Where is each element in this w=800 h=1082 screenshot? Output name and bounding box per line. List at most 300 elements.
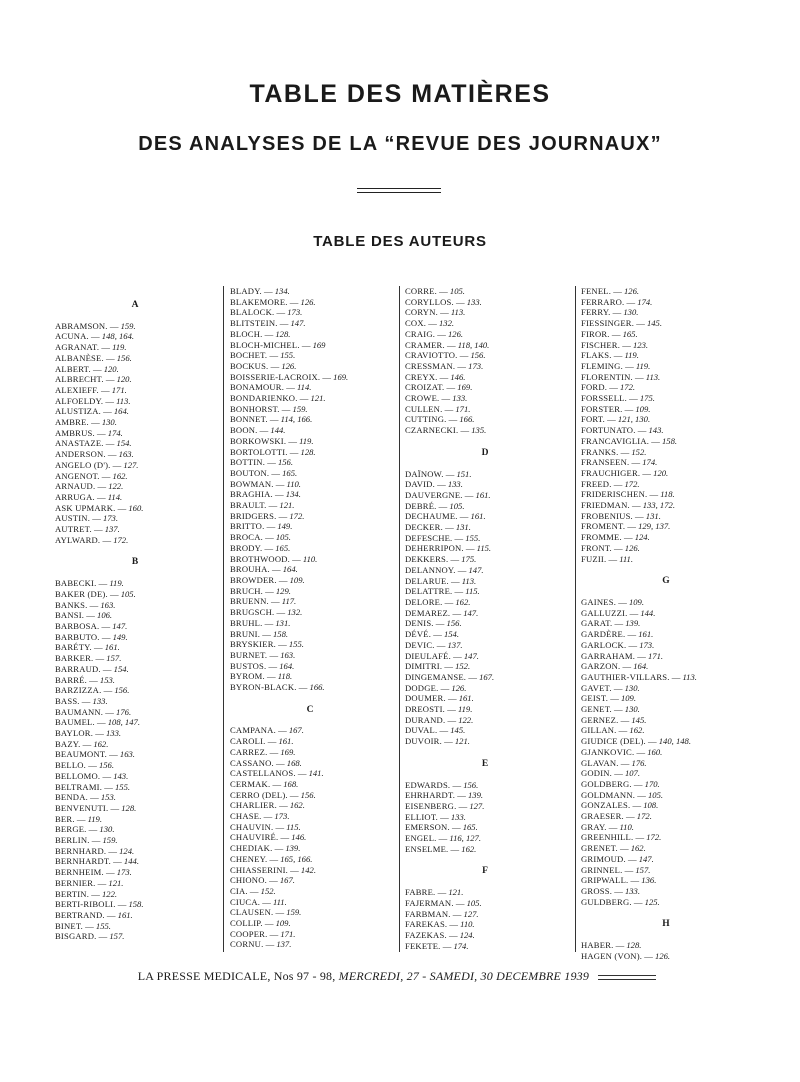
entry-dash: — (635, 650, 648, 661)
footer-rule (598, 975, 656, 980)
page-refs: 176. (116, 706, 132, 717)
entry-dash: — (616, 596, 629, 607)
entry-dash: — (96, 578, 110, 589)
author-entry (405, 565, 565, 576)
author-name: GARDÈRE. (581, 629, 626, 640)
page-refs: 133. (452, 393, 468, 404)
entry-dash: — (455, 790, 468, 801)
author-entry (581, 875, 751, 886)
author-entry (55, 803, 215, 814)
entry-dash: — (445, 714, 459, 725)
entry-dash: — (611, 682, 625, 693)
page-refs: 124. (634, 532, 650, 543)
author-entry (405, 414, 565, 425)
author-entry (230, 543, 390, 554)
author-name: BELLO. (55, 760, 87, 771)
author-name: BLOCH. (230, 328, 263, 339)
author-entry (55, 578, 215, 589)
entry-dash: — (453, 897, 467, 908)
entry-dash: — (457, 350, 471, 361)
entry-dash: — (607, 382, 620, 393)
author-name: BERGE. (55, 824, 87, 835)
page-refs: 164. (279, 660, 295, 671)
entry-dash: — (115, 502, 129, 513)
author-entry (405, 812, 565, 823)
page-refs: 147. (468, 564, 484, 575)
author-entry (405, 683, 565, 694)
index-letter-heading: B (131, 557, 139, 568)
page-refs: 137. (104, 524, 120, 535)
author-column-1 (55, 286, 215, 942)
author-entry (581, 489, 751, 500)
page-refs: 128. (121, 802, 137, 813)
author-name: FLEMING. (581, 360, 623, 371)
page-refs: 171. (280, 928, 296, 939)
page-refs: 133. (466, 296, 482, 307)
entry-dash: — (274, 307, 288, 318)
author-name: BORTOLOTTI. (230, 446, 288, 457)
page-refs: 158. (661, 435, 678, 446)
author-name: CORYLLOS. (405, 296, 454, 307)
author-name: AUTRET. (55, 524, 92, 535)
author-name: FRANSEEN. (581, 457, 630, 468)
entry-dash: — (629, 500, 643, 511)
entry-dash: — (611, 704, 625, 715)
author-entry (230, 414, 390, 425)
entry-dash: — (262, 918, 276, 929)
author-entry (230, 747, 390, 758)
entry-dash: — (450, 908, 464, 919)
entry-dash: — (100, 534, 114, 545)
author-entry (581, 457, 751, 468)
page-refs: 124. (119, 845, 135, 856)
author-entry (55, 782, 215, 793)
author-name: FROBENIUS. (581, 510, 633, 521)
author-column-2 (230, 286, 390, 950)
author-name: ALUSTIZA. (55, 406, 101, 417)
author-name: DUVAL. (405, 725, 438, 736)
author-name: GARAT. (581, 618, 613, 629)
page-refs: 109. (275, 918, 291, 929)
index-letter-heading: G (662, 576, 670, 587)
author-entry (581, 372, 751, 383)
page-refs: 157. (635, 864, 651, 875)
page-refs: 126. (300, 296, 316, 307)
author-entry (230, 929, 390, 940)
index-letter-heading: D (481, 447, 489, 458)
entry-dash: — (452, 586, 466, 597)
entry-dash: — (441, 736, 455, 747)
entry-dash: — (88, 331, 102, 342)
entry-dash: — (264, 671, 278, 682)
entry-dash: — (442, 661, 456, 672)
author-entry (55, 492, 215, 503)
author-name: DEMAREZ. (405, 607, 451, 618)
page-refs: 154. (116, 438, 132, 449)
author-entry (55, 696, 215, 707)
page-refs: 163. (118, 449, 134, 460)
author-name: FRANCAVIGLIA. (581, 435, 650, 446)
author-entry (405, 522, 565, 533)
author-entry (581, 854, 751, 865)
author-entry (405, 618, 565, 629)
entry-dash: — (260, 628, 273, 639)
page-refs: 131. (455, 522, 471, 533)
author-entry (230, 822, 390, 833)
author-entry (581, 843, 751, 854)
page-refs: 136. (641, 875, 657, 886)
author-entry (405, 329, 565, 340)
page-refs: 119. (624, 350, 639, 361)
entry-dash: — (604, 414, 618, 425)
entry-dash: — (436, 833, 450, 844)
page-refs: 162. (289, 800, 305, 811)
page-refs: 168. (283, 778, 299, 789)
page-refs: 169 (312, 339, 326, 350)
page-refs: 132. (438, 318, 455, 329)
page-refs: 113. (461, 575, 477, 586)
page-refs: 114. (296, 382, 312, 393)
page-refs: 173. (102, 513, 118, 524)
page-refs: 145. (450, 725, 466, 736)
author-name: CROWE. (405, 393, 440, 404)
author-name: GILLAN. (581, 725, 617, 736)
entry-dash: — (435, 328, 448, 339)
entry-dash: — (107, 749, 120, 760)
page-refs: 113. (450, 307, 466, 318)
entry-dash: — (277, 318, 291, 329)
page-refs: 133. (624, 885, 640, 896)
entry-dash: — (434, 639, 448, 650)
author-entry (405, 576, 565, 587)
author-entry (405, 629, 565, 640)
entry-dash: — (89, 888, 102, 899)
page-refs: 161. (104, 642, 120, 653)
author-entry (55, 610, 215, 621)
column-divider (223, 286, 224, 952)
author-entry (55, 717, 215, 728)
entry-dash: — (455, 360, 469, 371)
page-refs: 151. (456, 468, 472, 479)
page-refs: 130. (624, 704, 640, 715)
author-name: BER. (55, 813, 75, 824)
author-name: BRITTO. (230, 521, 265, 532)
author-name: FAJERMAN. (405, 897, 454, 908)
entry-dash: — (99, 620, 113, 631)
author-name: AUSTIN. (55, 513, 91, 524)
entry-dash: — (431, 629, 444, 640)
entry-dash: — (265, 736, 279, 747)
entry-dash: — (632, 371, 646, 382)
entry-dash: — (95, 481, 109, 492)
author-entry (55, 749, 215, 760)
author-entry (230, 661, 390, 672)
author-entry (581, 683, 751, 694)
page-refs: 129. (275, 585, 291, 596)
author-name: DEHERRIPON. (405, 543, 464, 554)
entry-dash: — (275, 725, 289, 736)
page-refs: 121, 130. (617, 414, 651, 425)
author-entry (55, 685, 215, 696)
entry-dash: — (649, 435, 662, 446)
page-refs: 143. (113, 770, 129, 781)
page-refs: 173. (639, 639, 655, 650)
author-entry (405, 297, 565, 308)
page-refs: 110. (619, 821, 634, 832)
page-refs: 110. (302, 553, 318, 564)
author-entry (405, 715, 565, 726)
author-name: FRIDERISCHEN. (581, 489, 648, 500)
page-refs: 145. (646, 318, 662, 329)
page-refs: 114, 166. (280, 414, 313, 425)
author-entry (230, 382, 390, 393)
author-entry (230, 618, 390, 629)
author-name: BLADY. (230, 286, 262, 296)
author-entry (55, 438, 215, 449)
author-entry (55, 449, 215, 460)
author-entry (230, 554, 390, 565)
author-entry (230, 758, 390, 769)
author-name: CERMAK. (230, 778, 271, 789)
entry-dash: — (437, 286, 450, 296)
entry-dash: — (626, 639, 640, 650)
author-name: GARZON. (581, 661, 621, 672)
entry-dash: — (635, 789, 648, 800)
author-name: ARRUGA. (55, 491, 95, 502)
author-entry (230, 865, 390, 876)
author-entry (230, 939, 390, 950)
author-entry (405, 586, 565, 597)
author-entry (230, 682, 390, 693)
author-entry (581, 297, 751, 308)
entry-dash: — (79, 695, 93, 706)
author-name: BOTTIN. (230, 457, 266, 468)
column-divider (399, 286, 400, 952)
entry-dash: — (272, 843, 286, 854)
author-entry (55, 342, 215, 353)
page-refs: 129, 137. (638, 521, 671, 532)
entry-dash: — (86, 760, 99, 771)
author-entry (581, 704, 751, 715)
entry-dash: — (267, 649, 281, 660)
page-refs: 159. (292, 403, 308, 414)
entry-dash: — (95, 877, 109, 888)
author-name: BOISSERIE-LACROIX. (230, 371, 321, 382)
page-refs: 122. (101, 888, 118, 899)
entry-dash: — (611, 286, 624, 296)
page-title: TABLE DES MATIÈRES (249, 80, 551, 108)
entry-dash: — (628, 875, 642, 886)
author-name: ELLIOT. (405, 811, 438, 822)
author-entry (405, 898, 565, 909)
author-entry (55, 867, 215, 878)
entry-dash: — (448, 575, 462, 586)
entry-dash: — (442, 403, 456, 414)
author-entry (581, 329, 751, 340)
author-name: CHEDIAK. (230, 843, 273, 854)
author-entry (230, 811, 390, 822)
entry-dash: — (446, 929, 460, 940)
entry-dash: — (93, 728, 106, 739)
page-refs: 119. (457, 704, 473, 715)
entry-dash: — (625, 853, 639, 864)
author-entry (405, 490, 565, 501)
entry-dash: — (103, 352, 117, 363)
page-refs: 140, 148. (658, 736, 691, 747)
author-entry (405, 393, 565, 404)
entry-dash: — (90, 513, 103, 524)
entry-dash: — (457, 511, 471, 522)
author-name: GROSS. (581, 885, 613, 896)
author-name: CASTELLANOS. (230, 768, 296, 779)
author-entry (581, 886, 751, 897)
author-name: GERNEZ. (581, 714, 619, 725)
page-refs: 164. (282, 564, 298, 575)
page-refs: 160. (128, 502, 144, 513)
entry-dash: — (634, 318, 647, 329)
page-refs: 147. (463, 607, 479, 618)
entry-dash: — (621, 532, 635, 543)
author-name: GRAY. (581, 821, 607, 832)
entry-dash: — (269, 467, 283, 478)
page-refs: 122. (458, 714, 474, 725)
index-letter-heading: H (662, 919, 670, 930)
author-entry (581, 447, 751, 458)
entry-dash: — (107, 320, 121, 331)
page-refs: 163. (100, 599, 116, 610)
entry-dash: — (91, 642, 105, 653)
page-refs: 109. (289, 574, 305, 585)
entry-dash: — (265, 457, 278, 468)
author-name: BRUENN. (230, 596, 269, 607)
page-refs: 172. (646, 832, 662, 843)
author-name: CRAMER. (405, 339, 445, 350)
page-refs: 173. (274, 811, 290, 822)
page-refs: 127. (469, 800, 485, 811)
author-entry (581, 543, 751, 554)
page-refs: 113. (682, 671, 697, 682)
entry-dash: — (261, 286, 275, 296)
page-refs: 113. (645, 371, 661, 382)
author-name: FUZII. (581, 553, 607, 564)
author-name: GOLDBERG. (581, 778, 632, 789)
entry-dash: — (104, 909, 118, 920)
author-name: CHIONO. (230, 875, 267, 886)
page-refs: 161. (458, 693, 474, 704)
author-entry (405, 661, 565, 672)
author-name: CARREZ. (230, 746, 268, 757)
entry-dash: — (444, 339, 458, 350)
column-divider (575, 286, 576, 952)
author-entry (405, 425, 565, 436)
entry-dash: — (103, 706, 117, 717)
page-refs: 119. (109, 578, 124, 589)
author-entry (230, 779, 390, 790)
entry-dash: — (262, 532, 276, 543)
author-name: AYLWARD. (55, 534, 101, 545)
author-entry (405, 533, 565, 544)
page-refs: 118. (277, 671, 293, 682)
author-name: CHIASSERINI. (230, 864, 289, 875)
author-entry (55, 814, 215, 825)
page-refs: 126. (447, 328, 464, 339)
author-name: BANKS. (55, 599, 88, 610)
author-name: DEFESCHE. (405, 532, 453, 543)
author-name: BARRAUD. (55, 663, 101, 674)
author-name: ENSELME. (405, 843, 449, 854)
entry-dash: — (247, 885, 261, 896)
page-refs: 162. (630, 843, 646, 854)
entry-dash: — (438, 682, 452, 693)
page-refs: 119. (112, 342, 127, 353)
entry-dash: — (273, 757, 287, 768)
entry-dash: — (267, 350, 281, 361)
page-refs: 121. (454, 736, 470, 747)
author-name: CIA. (230, 885, 248, 896)
author-entry (55, 471, 215, 482)
author-entry (55, 856, 215, 867)
author-entry (230, 650, 390, 661)
author-entry (405, 780, 565, 791)
author-entry (230, 854, 390, 865)
author-entry (55, 396, 215, 407)
author-entry (405, 640, 565, 651)
author-name: CREYX. (405, 371, 438, 382)
page-refs: 105. (647, 789, 664, 800)
author-entry (581, 425, 751, 436)
entry-dash: — (449, 822, 463, 833)
page-refs: 143. (648, 425, 664, 436)
author-entry (55, 321, 215, 332)
author-entry (55, 792, 215, 803)
author-entry (230, 532, 390, 543)
entry-dash: — (272, 489, 286, 500)
author-entry (405, 479, 565, 490)
author-name: FAREKAS. (405, 919, 448, 930)
entry-dash: — (626, 393, 640, 404)
author-name: CHASE. (230, 811, 262, 822)
author-entry (230, 639, 390, 650)
page-refs: 106. (97, 610, 113, 621)
author-entry (581, 897, 751, 908)
entry-dash: — (103, 867, 117, 878)
author-name: CORRE. (405, 286, 437, 296)
author-entry (230, 629, 390, 640)
entry-dash: — (446, 414, 460, 425)
page-refs: 155. (465, 532, 481, 543)
entry-dash: — (623, 811, 637, 822)
entry-dash: — (611, 478, 625, 489)
author-name: BELLOMO. (55, 770, 101, 781)
entry-dash: — (632, 510, 646, 521)
author-name: FORD. (581, 382, 608, 393)
page-refs: 156. (114, 685, 130, 696)
entry-dash: — (320, 371, 334, 382)
entry-dash: — (262, 328, 276, 339)
entry-dash: — (103, 395, 117, 406)
author-entry (230, 564, 390, 575)
entry-dash: — (94, 491, 108, 502)
page-footer (0, 969, 800, 984)
page-refs: 142. (300, 864, 316, 875)
author-entry (581, 414, 751, 425)
page-refs: 166. (459, 414, 475, 425)
author-name: BAUMANN. (55, 706, 104, 717)
entry-dash: — (456, 800, 470, 811)
author-name: GOLDMANN. (581, 789, 636, 800)
entry-dash: — (611, 350, 625, 361)
author-name: BERLIN. (55, 835, 90, 846)
